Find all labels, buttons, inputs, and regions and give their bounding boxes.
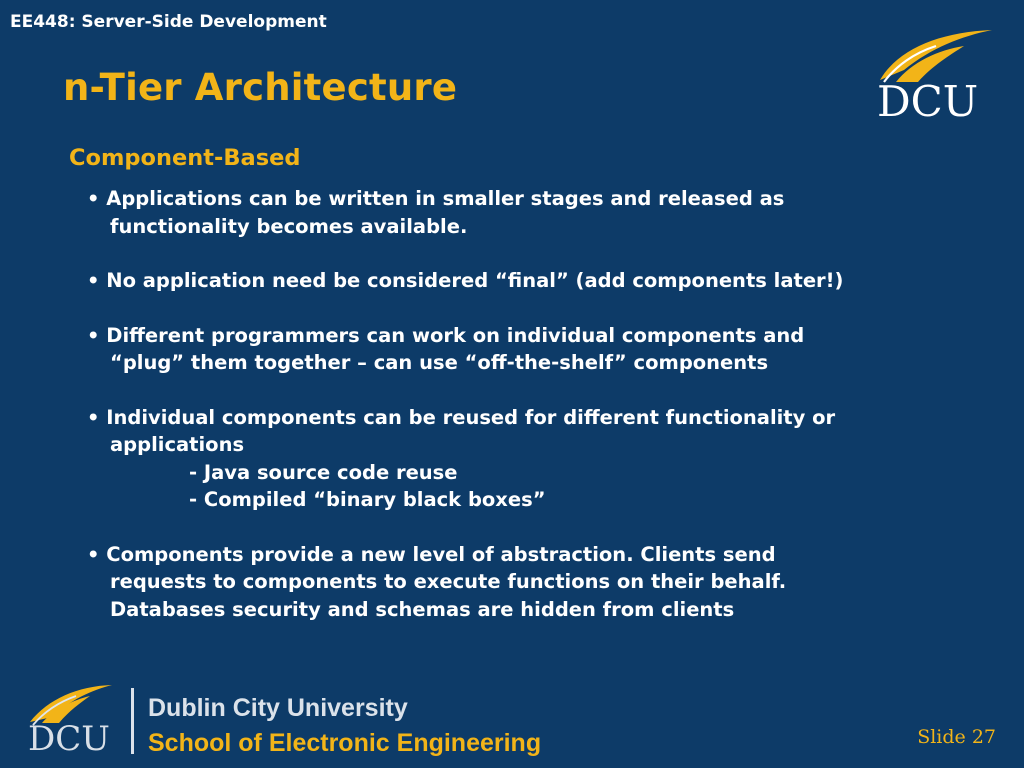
- bullet-item-5: [87, 541, 987, 624]
- bullet-4-line-2: applications: [110, 433, 245, 456]
- dcu-logo: [868, 24, 996, 124]
- bullet-item-3: [87, 322, 987, 377]
- bullet-5-line-3: Databases security and schemas are hidden from clients: [110, 597, 735, 621]
- bullet-3-line-1: • Different programmers can work on individual components and: [87, 323, 805, 347]
- footer-university-name: Dublin City University: [148, 694, 408, 722]
- bullet-2-line-1: • No application need be considered “final” (add components later!): [87, 269, 844, 292]
- dcu-logo-text: DCU: [877, 77, 979, 124]
- footer-university-logo: [24, 678, 584, 762]
- bullet-1-line-1: • Applications can be written in smaller stages and released as: [87, 187, 785, 210]
- bullet-item-4: [87, 404, 987, 514]
- footer-logo-text: DCU: [28, 719, 110, 759]
- footer-school-name: School of Electronic Engineering: [148, 729, 542, 757]
- bullet-item-2: [87, 267, 987, 295]
- slide-title: n-Tier Architecture: [63, 66, 458, 109]
- footer-divider: [131, 688, 134, 754]
- bullet-item-1: [87, 185, 987, 240]
- course-title: EE448: Server-Side Development: [10, 12, 327, 32]
- bullet-5-line-1: • Components provide a new level of abstraction. Clients send: [87, 542, 776, 566]
- section-subheading: Component-Based: [69, 145, 301, 171]
- bullet-3-line-2: “plug” them together – can use “off-the-shelf” components: [110, 351, 769, 374]
- bullet-4-line-1: • Individual components can be reused for different functionality or: [87, 405, 836, 429]
- slide-number: Slide 27: [917, 726, 996, 748]
- bullet-1-line-2: functionality becomes available.: [110, 214, 468, 238]
- bullet-5-line-2: requests to components to execute functions on their behalf.: [110, 570, 787, 593]
- bullet-4-sub-2: - Compiled “binary black boxes”: [189, 488, 546, 511]
- bullet-list: [87, 185, 987, 650]
- bullet-4-sub-1: - Java source code reuse: [189, 460, 458, 484]
